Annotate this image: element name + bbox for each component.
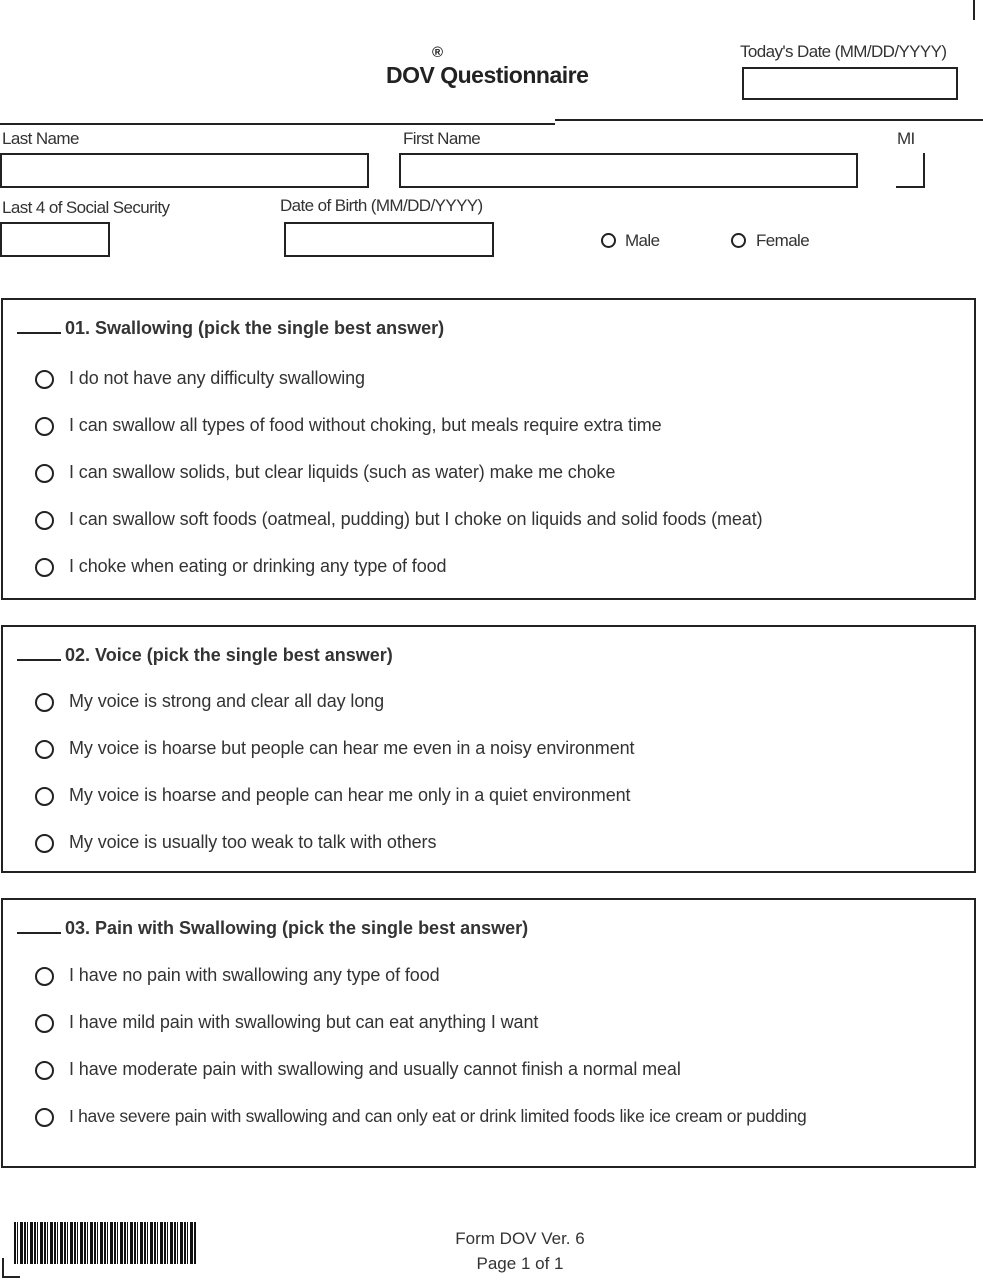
option-radio[interactable] [35,740,54,759]
header-divider-right [555,119,983,121]
option-label: I can swallow soft foods (oatmeal, pudding) but I choke on liquids and solid foods (meat) [69,509,763,529]
option-label: I have severe pain with swallowing and can only eat or drink limited foods like ice cream or pudding [69,1106,807,1126]
section-heading [17,918,528,939]
option-label: I have mild pain with swallowing but can eat anything I want [69,1012,539,1032]
section-heading-text: 03. Pain with Swallowing (pick the single best answer) [65,918,529,938]
page-number: Page 1 of 1 [476,1254,564,1273]
option-radio[interactable] [35,1014,54,1033]
option-label: My voice is usually too weak to talk with others [69,832,437,852]
option-radio[interactable] [35,967,54,986]
female-label: Female [756,231,810,250]
option-radio[interactable] [35,558,54,577]
option-label: I have moderate pain with swallowing and usually cannot finish a normal meal [69,1059,681,1079]
option-label: I have no pain with swallowing any type of food [69,965,440,985]
last-name-label: Last Name [2,129,79,148]
mi-label: MI [897,129,915,148]
option-radio[interactable] [35,417,54,436]
option-label: I can swallow solids, but clear liquids (such as water) make me choke [69,462,616,482]
option-label: My voice is strong and clear all day long [69,691,385,711]
option-radio[interactable] [35,787,54,806]
corner-mark-bottom-left-h [2,1276,20,1278]
section-voice [1,625,976,873]
dob-label: Date of Birth (MM/DD/YYYY) [280,196,483,215]
last-name-field[interactable] [0,153,369,188]
header-divider-left [0,123,555,125]
section-heading-text: 01. Swallowing (pick the single best answer) [65,318,445,338]
barcode [14,1222,196,1264]
option-radio[interactable] [35,1061,54,1080]
mi-field[interactable] [896,153,925,188]
male-label: Male [625,231,660,250]
todays-date-label: Today's Date (MM/DD/YYYY) [740,42,947,61]
option-radio[interactable] [35,1108,54,1127]
option-label: My voice is hoarse but people can hear me even in a noisy environment [69,738,635,758]
section-heading [17,318,444,339]
page-title: DOV Questionnaire [386,62,589,88]
form-version: Form DOV Ver. 6 [455,1229,585,1248]
option-radio[interactable] [35,834,54,853]
score-blank[interactable] [17,332,61,334]
female-radio[interactable] [731,233,746,248]
section-heading-text: 02. Voice (pick the single best answer) [65,645,393,665]
option-label: I choke when eating or drinking any type of food [69,556,447,576]
score-blank[interactable] [17,932,61,934]
option-label: I can swallow all types of food without choking, but meals require extra time [69,415,662,435]
option-radio[interactable] [35,370,54,389]
score-blank[interactable] [17,659,61,661]
option-radio[interactable] [35,511,54,530]
ssn-label: Last 4 of Social Security [2,198,170,217]
corner-mark-bottom-left [2,1258,4,1278]
dob-field[interactable] [284,222,494,257]
male-radio[interactable] [601,233,616,248]
registered-mark: ® [432,44,444,61]
option-radio[interactable] [35,464,54,483]
option-label: I do not have any difficulty swallowing [69,368,365,388]
corner-mark-top-right [973,0,975,20]
section-heading [17,645,393,666]
option-label: My voice is hoarse and people can hear me only in a quiet environment [69,785,631,805]
first-name-field[interactable] [399,153,858,188]
first-name-label: First Name [403,129,481,148]
section-swallowing [1,298,976,600]
option-radio[interactable] [35,693,54,712]
section-pain-with-swallowing [1,898,976,1168]
ssn-field[interactable] [0,222,110,257]
todays-date-field[interactable] [742,67,958,100]
